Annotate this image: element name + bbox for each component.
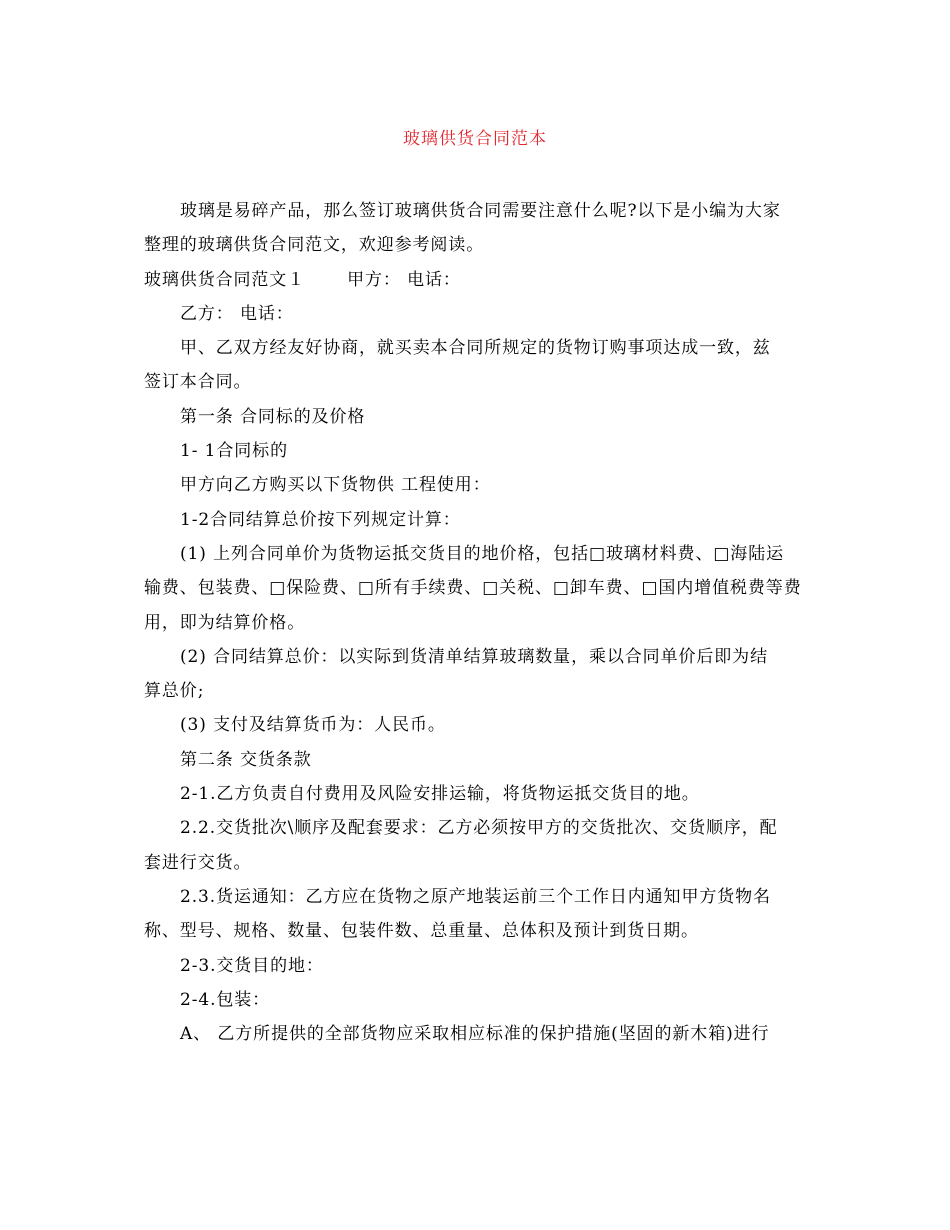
paragraph-line: 整理的玻璃供货合同范文，欢迎参考阅读。 xyxy=(144,235,485,256)
clause-line: 2-3.交货目的地： xyxy=(180,955,324,976)
clause-line: (2) 合同结算总价：以实际到货清单结算玻璃数量，乘以合同单价后即为结 xyxy=(180,646,768,667)
clause-line: 用，即为结算价格。 xyxy=(144,612,306,633)
clause-line: 甲方向乙方购买以下货物供 工程使用： xyxy=(180,475,491,496)
party-b-line: 乙方： 电话： xyxy=(180,303,294,324)
clause-line: 1-2合同结算总价按下列规定计算： xyxy=(180,509,461,530)
page-title: 玻璃供货合同范本 xyxy=(403,129,547,149)
clause-line: (3) 支付及结算货币为：人民币。 xyxy=(180,715,446,736)
document-body xyxy=(144,194,814,1051)
clause-line: 2-1.乙方负责自付费用及风险安排运输，将货物运抵交货目的地。 xyxy=(180,784,700,805)
section-heading: 第一条 合同标的及价格 xyxy=(180,406,366,427)
paragraph-line: 签订本合同。 xyxy=(144,372,252,393)
party-a-line: 甲方： 电话： xyxy=(347,269,461,290)
clause-line: 1- 1合同标的 xyxy=(180,441,288,462)
section-heading: 第二条 交货条款 xyxy=(180,749,312,770)
clause-line: A、 乙方所提供的全部货物应采取相应标准的保护措施(坚固的新木箱)进行 xyxy=(180,1024,770,1045)
clause-line: 输费、包装费、□保险费、□所有手续费、□关税、□卸车费、□国内增值税费等费 xyxy=(144,578,802,599)
clause-line: 算总价; xyxy=(144,681,205,702)
clause-line: 2-4.包装： xyxy=(180,989,271,1010)
paragraph-line: 甲、乙双方经友好协商，就买卖本合同所规定的货物订购事项达成一致，兹 xyxy=(180,338,771,359)
sample-heading: 玻璃供货合同范文１ xyxy=(144,269,306,290)
paragraph-line xyxy=(144,263,814,297)
clause-line: 2.3.货运通知：乙方应在货物之原产地装运前三个工作日内通知甲方货物名 xyxy=(180,886,771,907)
paragraph-line: 玻璃是易碎产品，那么签订玻璃供货合同需要注意什么呢?以下是小编为大家 xyxy=(180,201,781,221)
clause-line: (1) 上列合同单价为货物运抵交货目的地价格，包括□玻璃材料费、□海陆运 xyxy=(180,543,785,564)
clause-line: 2.2.交货批次\顺序及配套要求：乙方必须按甲方的交货批次、交货顺序，配 xyxy=(180,818,778,839)
clause-line: 称、型号、规格、数量、包装件数、总重量、总体积及预计到货日期。 xyxy=(144,921,699,942)
clause-line: 套进行交货。 xyxy=(144,852,252,873)
